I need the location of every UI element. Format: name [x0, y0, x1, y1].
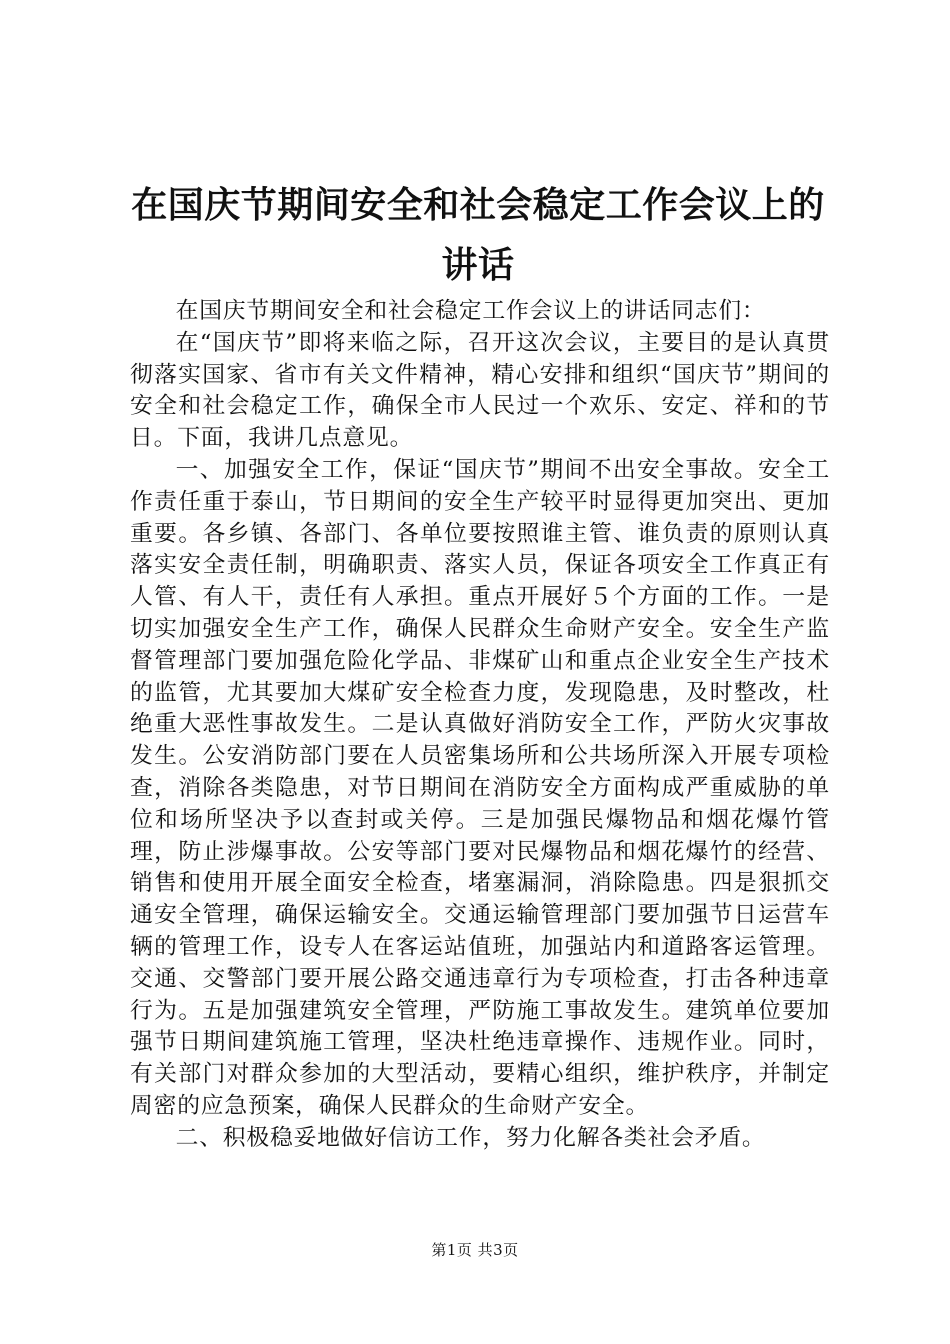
document-body	[130, 296, 830, 1155]
paragraph-intro: 在“国庆节”即将来临之际，召开这次会议，主要目的是认真贯彻落实国家、省市有关文件精神，精心安排和组织“国庆节”期间的安全和社会稳定工作，确保全市人民过一个欢乐、安定、祥和的节日。下面，我讲几点意见。	[130, 329, 830, 452]
document-title: 在国庆节期间安全和社会稳定工作会议上的讲话	[131, 185, 825, 286]
page-number-footer: 第1页 共3页	[431, 1241, 519, 1259]
paragraph-section-one: 一、加强安全工作，保证“国庆节”期间不出安全事故。安全工作责任重于泰山，节日期间的安全生产较平时显得更加突出、更加重要。各乡镇、各部门、各单位要按照谁主管、谁负责的原则认真落实安全责任制，明确职责、落实人员，保证各项安全工作真正有人管、有人干，责任有人承担。重点开展好５个方面的工作。一是切实加强安全生产工作，确保人民群众生命财产安全。安全生产监督管理部门要加强危险化学品、非煤矿山和重点企业安全生产技术的监管，尤其要加大煤矿安全检查力度，发现隐患，及时整改，杜绝重大恶性事故发生。二是认真做好消防安全工作，严防火灾事故发生。公安消防部门要在人员密集场所和公共场所深入开展专项检查，消除各类隐患，对节日期间在消防安全方面构成严重威胁的单位和场所坚决予以查封或关停。三是加强民爆物品和烟花爆竹管理，防止涉爆事故。公安等部门要对民爆物品和烟花爆竹的经营、销售和使用开展全面安全检查，堵塞漏洞，消除隐患。四是狠抓交通安全管理，确保运输安全。交通运输管理部门要加强节日运营车辆的管理工作，设专人在客运站值班，加强站内和道路客运管理。交通、交警部门要开展公路交通违章行为专项检查，打击各种违章行为。五是加强建筑安全管理，严防施工事故发生。建筑单位要加强节日期间建筑施工管理，坚决杜绝违章操作、违规作业。同时，有关部门对群众参加的大型活动，要精心组织，维护秩序，并制定周密的应急预案，确保人民群众的生命财产安全。	[130, 456, 830, 1119]
paragraph-opening: 在国庆节期间安全和社会稳定工作会议上的讲话同志们：	[175, 298, 766, 324]
paragraph-section-two: 二、积极稳妥地做好信访工作，努力化解各类社会矛盾。	[175, 1124, 766, 1151]
